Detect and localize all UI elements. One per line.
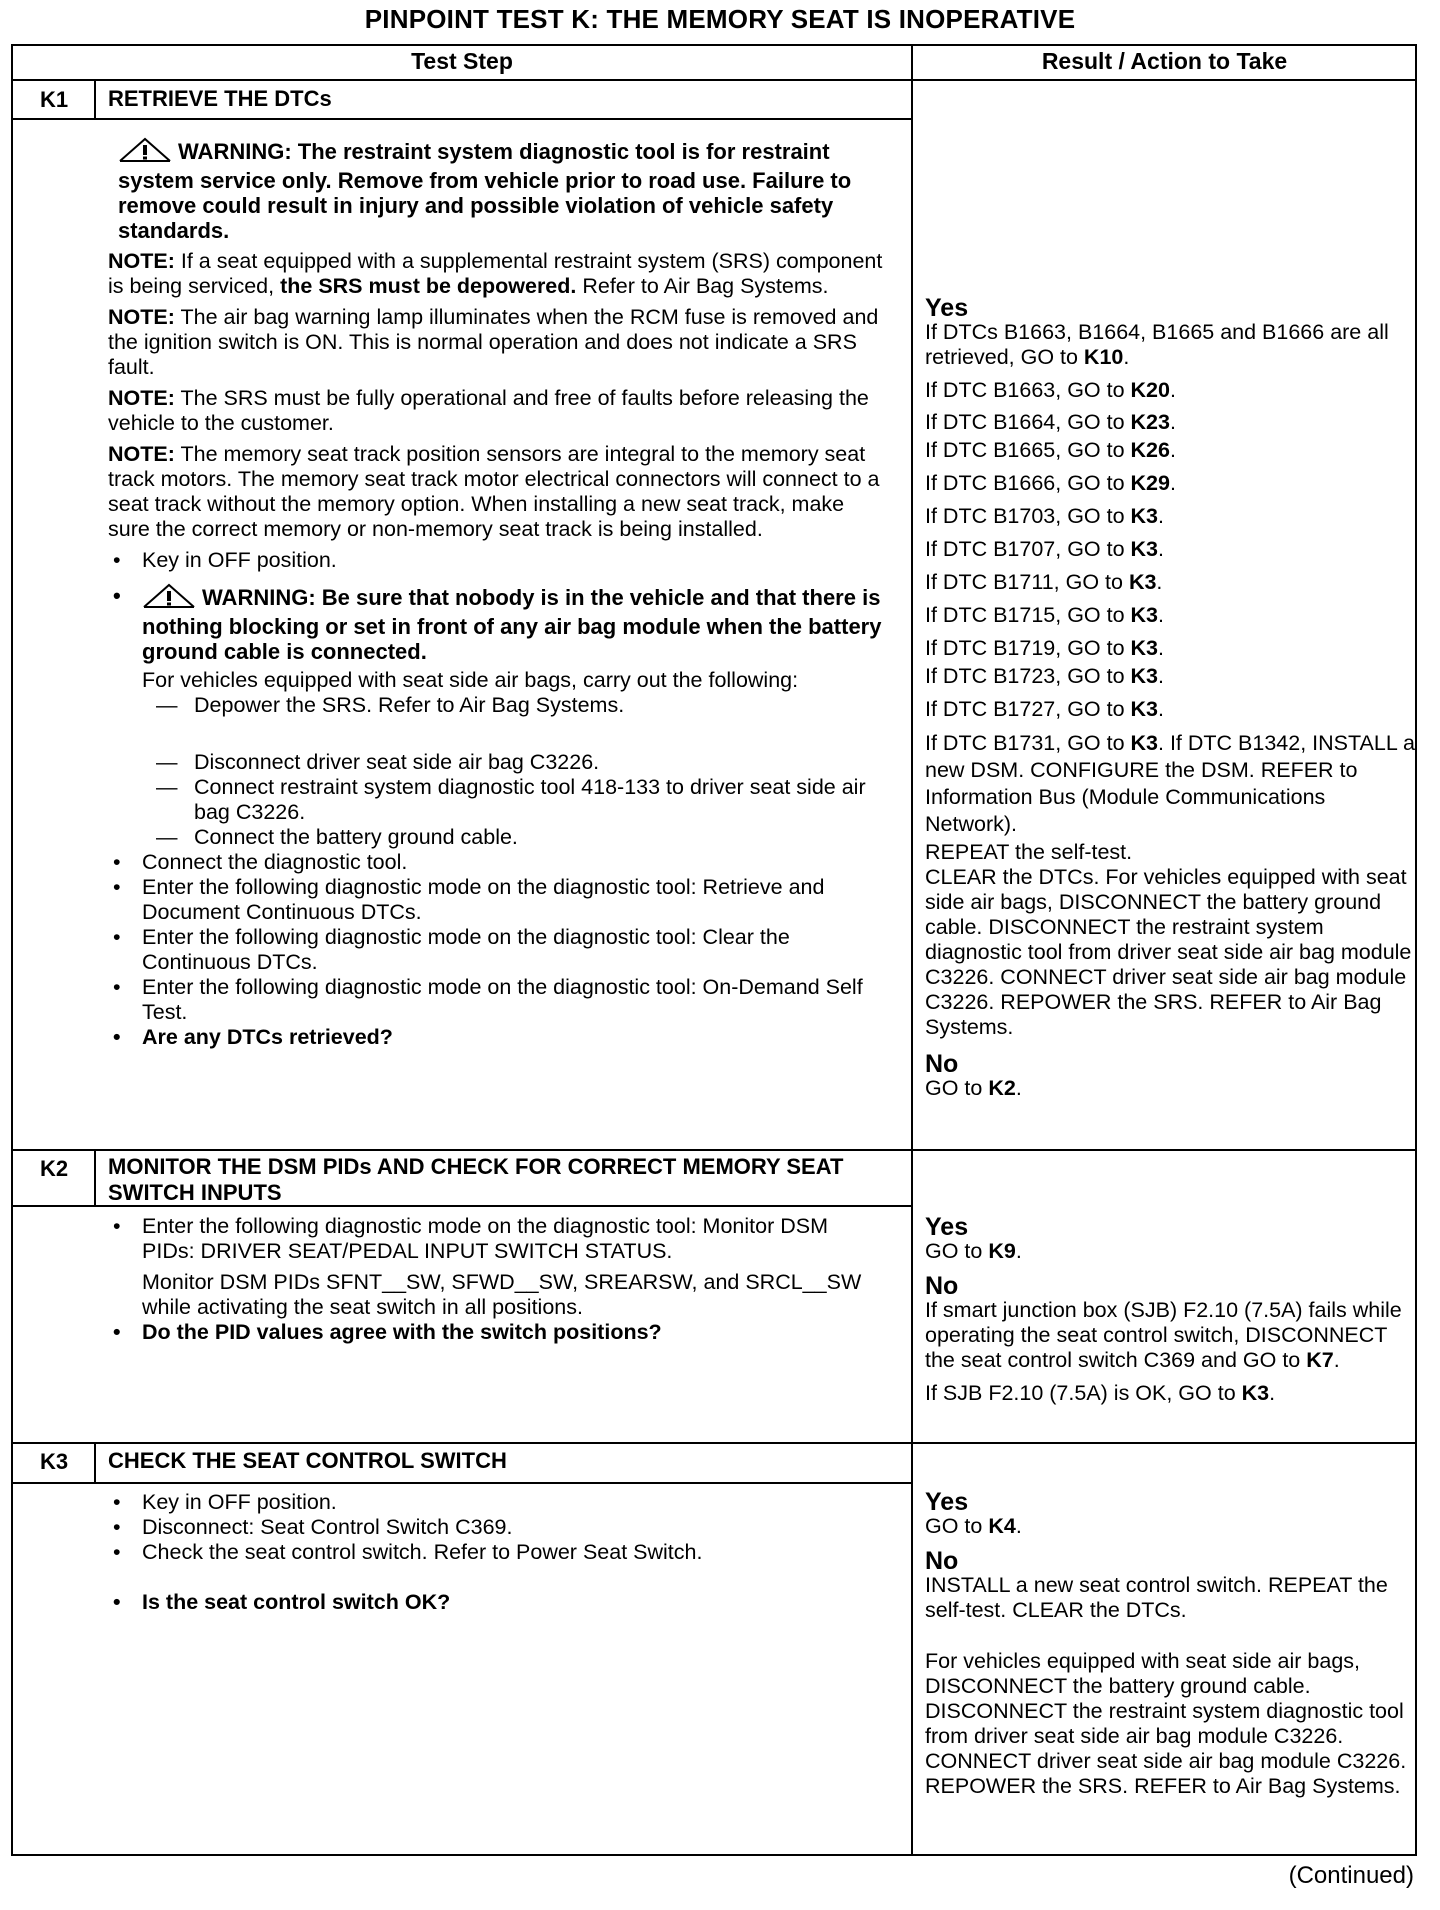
header-divider: [11, 79, 1417, 81]
k2-no-label: No: [925, 1272, 959, 1300]
page-title: PINPOINT TEST K: THE MEMORY SEAT IS INOPERATIVE: [364, 4, 1076, 34]
k1-result-repeat: REPEAT the self-test.: [925, 840, 1133, 864]
k3-yes-label: Yes: [925, 1488, 969, 1516]
continued-label: (Continued): [1288, 1862, 1414, 1889]
k2-test-step-body: [106, 1214, 886, 1351]
k3-result-install-switch: INSTALL a new seat control switch. REPEAT the self-test. CLEAR the DTCs.: [925, 1573, 1388, 1622]
k1-no-label: No: [925, 1050, 959, 1078]
step-id-k2: K2: [39, 1156, 69, 1181]
k1-result-b1727: If DTC B1727, GO to K3.: [925, 697, 1164, 721]
k1-result-b1719: If DTC B1719, GO to K3.: [925, 636, 1164, 660]
k1-result-b1664: If DTC B1664, GO to K23.: [925, 410, 1176, 434]
k1-result-body: [925, 294, 1415, 1109]
k1-result-b1715: If DTC B1715, GO to K3.: [925, 603, 1164, 627]
row-divider: [11, 1149, 1417, 1151]
k1-seatside-intro: For vehicles equipped with seat side air bags, carry out the following:: [142, 668, 799, 692]
k3-bullet-disconnect: • Disconnect: Seat Control Switch C369.: [106, 1515, 886, 1540]
step-name-k2: MONITOR THE DSM PIDs AND CHECK FOR CORRECT MEMORY SEAT SWITCH INPUTS: [108, 1154, 844, 1205]
k1-dash-depower: — Depower the SRS. Refer to Air Bag Systems.: [156, 693, 625, 717]
k1-warning-battery-ground: • WARNING: Be sure that nobody is in the vehicle and that there is nothing blocking or set in front of any air bag module when the battery ground cable is connected.: [106, 583, 886, 664]
k1-note-airbag-lamp: NOTE: The air bag warning lamp illuminates when the RCM fuse is removed and the ignition switch is ON. This is normal operation and does not indicate a SRS fault.: [108, 305, 879, 379]
k1-yes-label: Yes: [925, 294, 969, 322]
k1-bullet-retrieve-dtcs: • Enter the following diagnostic mode on the diagnostic tool: Retrieve and Document Continuous DTCs.: [106, 875, 886, 925]
step-name-divider: [11, 1482, 912, 1484]
k3-result-reconnect: For vehicles equipped with seat side air bags, DISCONNECT the battery ground cable. DISCONNECT the restraint system diagnostic tool from driver seat side air bag module C3226. CONNECT driver seat side air bag module C3226. REPOWER the SRS. REFER to Air Bag Systems.: [925, 1649, 1407, 1798]
k1-bullet-self-test: • Enter the following diagnostic mode on the diagnostic tool: On-Demand Self Test.: [106, 975, 886, 1025]
k2-para-monitor-pids: Monitor DSM PIDs SFNT__SW, SFWD__SW, SREARSW, and SRCL__SW while activating the seat switch in all positions.: [142, 1270, 862, 1319]
k1-question: • Are any DTCs retrieved?: [106, 1025, 886, 1050]
k3-bullet-key-off: • Key in OFF position.: [106, 1490, 886, 1515]
k3-result-body: [925, 1488, 1415, 1807]
step-name-divider: [11, 118, 912, 120]
k2-result-fuse-fails: If smart junction box (SJB) F2.10 (7.5A) fails while operating the seat control switch, DISCONNECT the seat control switch C369 and GO to K7.: [925, 1298, 1402, 1372]
header-test-step: Test Step: [411, 48, 513, 74]
k1-result-all-dtcs: If DTCs B1663, B1664, B1665 and B1666 are all retrieved, GO to K10.: [925, 320, 1389, 369]
step-id-k1: K1: [39, 87, 69, 112]
k1-result-b1703: If DTC B1703, GO to K3.: [925, 504, 1164, 528]
k2-result-body: [925, 1213, 1415, 1414]
k3-bullet-check-switch: • Check the seat control switch. Refer to Power Seat Switch.: [106, 1540, 886, 1565]
row-divider: [11, 1442, 1417, 1444]
k1-result-clear: CLEAR the DTCs. For vehicles equipped with seat side air bags, DISCONNECT the battery ground cable. DISCONNECT the restraint system diagnostic tool from driver seat side air bag module C3226. CONNECT driver seat side air bag module C3226. REPOWER the SRS. REFER to Air Bag Systems.: [925, 865, 1412, 1039]
step-name-k1: RETRIEVE THE DTCs: [108, 86, 332, 111]
k2-result-fuse-ok: If SJB F2.10 (7.5A) is OK, GO to K3.: [925, 1381, 1276, 1405]
k1-result-b1711: If DTC B1711, GO to K3.: [925, 570, 1163, 594]
k3-test-step-body: [106, 1490, 886, 1621]
k1-result-b1666: If DTC B1666, GO to K29.: [925, 471, 1176, 495]
column-divider: [911, 44, 913, 1856]
k1-bullet-key-off: • Key in OFF position.: [106, 548, 886, 573]
k1-warning-restraint-tool: WARNING: The restraint system diagnostic tool is for restraint system service only. Remove from vehicle prior to road use. Failure to remove could result in injury and possible violation of vehicle safety standards.: [118, 139, 852, 243]
k3-no-label: No: [925, 1547, 959, 1575]
k3-result-yes: GO to K4.: [925, 1514, 1022, 1538]
warning-triangle-icon: [142, 583, 196, 614]
k1-dash-disconnect: — Disconnect driver seat side air bag C3226.: [156, 750, 600, 774]
k1-result-b1731: If DTC B1731, GO to K3. If DTC B1342, INSTALL a new DSM. CONFIGURE the DSM. REFER to Information Bus (Module Communications Network).: [925, 731, 1415, 836]
k2-bullet-monitor: • Enter the following diagnostic mode on the diagnostic tool: Monitor DSM PIDs: DRIVER SEAT/PEDAL INPUT SWITCH STATUS.: [106, 1214, 886, 1264]
k2-yes-label: Yes: [925, 1213, 969, 1241]
k1-note-track-sensors: NOTE: The memory seat track position sensors are integral to the memory seat track motors. The memory seat track motor electrical connectors will connect to a seat track without the memory option. When installing a new seat track, make sure the correct memory or non-memory seat track is being installed.: [108, 442, 880, 541]
k1-result-b1665: If DTC B1665, GO to K26.: [925, 438, 1176, 462]
k1-dash-connect-battery: — Connect the battery ground cable.: [156, 825, 518, 849]
k2-result-yes: GO to K9.: [925, 1239, 1022, 1263]
header-result: Result / Action to Take: [1041, 48, 1288, 74]
k1-test-step-body: [108, 137, 886, 1050]
step-name-k3: CHECK THE SEAT CONTROL SWITCH: [108, 1448, 507, 1473]
k1-result-b1707: If DTC B1707, GO to K3.: [925, 537, 1164, 561]
k1-result-b1663: If DTC B1663, GO to K20.: [925, 378, 1176, 402]
step-id-k3: K3: [39, 1449, 69, 1474]
k1-note-srs-depower: NOTE: If a seat equipped with a supplemental restraint system (SRS) component is being serviced, the SRS must be depowered. Refer to Air Bag Systems.: [108, 249, 883, 298]
k1-bullet-clear-dtcs: • Enter the following diagnostic mode on the diagnostic tool: Clear the Continuous DTCs.: [106, 925, 886, 975]
k1-note-srs-operational: NOTE: The SRS must be fully operational and free of faults before releasing the vehicle to the customer.: [108, 386, 869, 435]
k2-question: • Do the PID values agree with the switch positions?: [106, 1320, 886, 1345]
k1-result-no: GO to K2.: [925, 1076, 1022, 1100]
warning-triangle-icon: [118, 137, 172, 168]
k1-bullet-connect-tool: • Connect the diagnostic tool.: [106, 850, 886, 875]
k1-result-b1723: If DTC B1723, GO to K3.: [925, 664, 1164, 688]
k1-dash-connect-tool: — Connect restraint system diagnostic tool 418-133 to driver seat side air bag C3226.: [156, 775, 866, 824]
k3-question: • Is the seat control switch OK?: [106, 1590, 886, 1615]
